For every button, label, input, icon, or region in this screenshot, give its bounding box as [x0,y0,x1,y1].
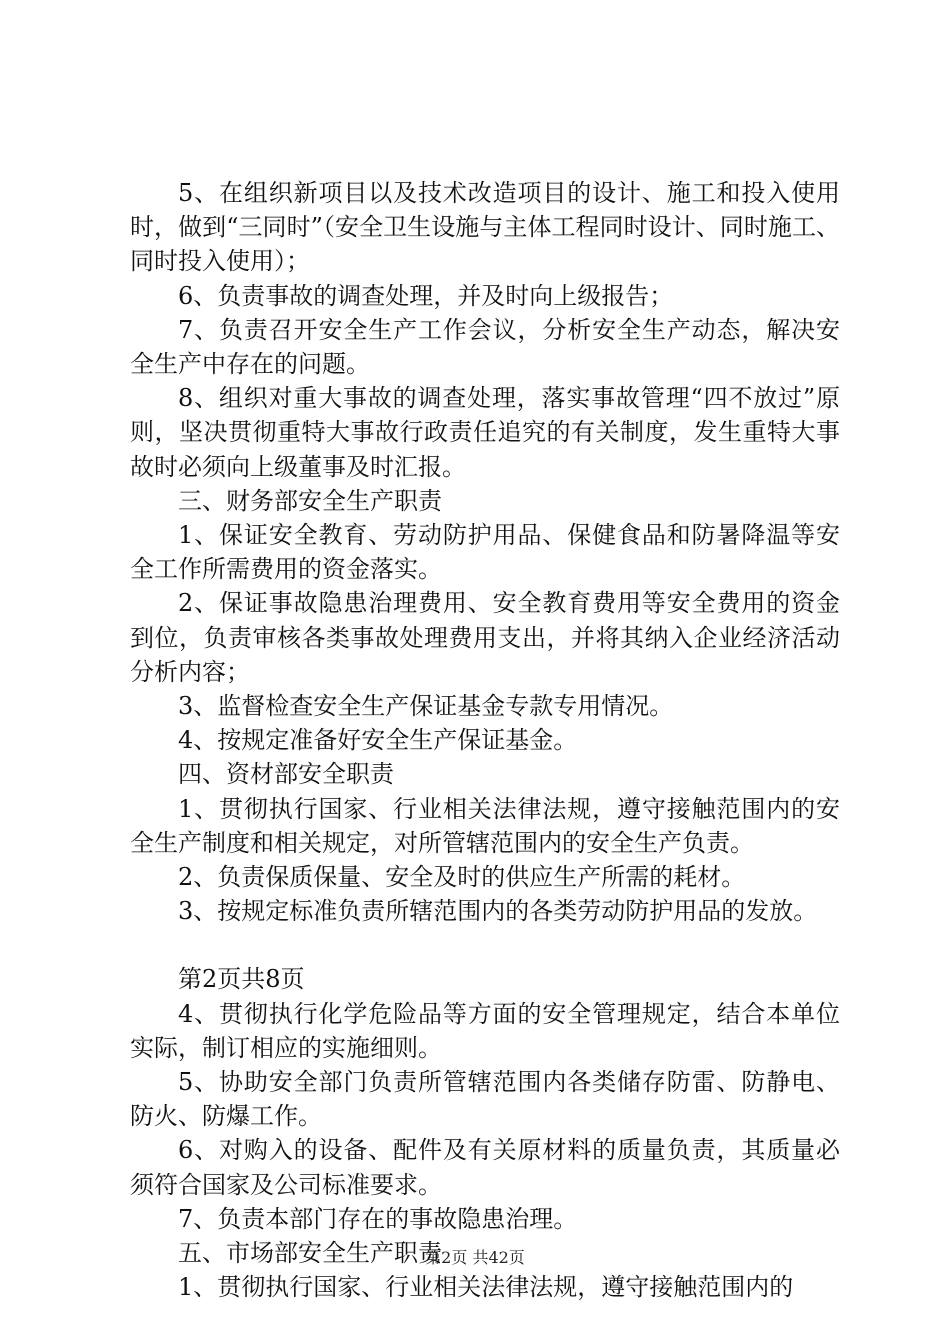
paragraph: 1、贯彻执行国家、行业相关法律法规，遵守接触范围内的 [178,1273,794,1302]
paragraph: 6、对购入的设备、配件及有关原材料的质量负责，其质量必须符合国家及公司标准要求。 [130,1136,840,1199]
paragraph: 4、贯彻执行化学危险品等方面的安全管理规定，结合本单位实际，制订相应的实施细则。 [130,999,840,1062]
paragraph: 2、保证事故隐患治理费用、安全教育费用等安全费用的资金到位，负责审核各类事故处理费用支出，并将其纳入企业经济活动分析内容； [130,589,840,686]
section-heading: 五、市场部安全生产职责 [178,1239,442,1268]
paragraph: 6、负责事故的调查处理，并及时向上级报告； [178,281,674,310]
paragraph: 8、组织对重大事故的调查处理，落实事故管理“四不放过”原则，坚决贯彻重特大事故行政责任追究的有关制度，发生重特大事故时必须向上级董事及时汇报。 [130,384,840,481]
paragraph: 4、按规定准备好安全生产保证基金。 [178,726,578,755]
paragraph: 5、在组织新项目以及技术改造项目的设计、施工和投入使用时，做到“三同时”（安全卫生设施与主体工程同时设计、同时施工、同时投入使用）； [130,179,840,276]
paragraph: 3、监督检查安全生产保证基金专款专用情况。 [178,692,674,721]
section-heading: 四、资材部安全职责 [178,760,394,789]
paragraph: 1、保证安全教育、劳动防护用品、保健食品和防暑降温等安全工作所需费用的资金落实。 [130,521,840,584]
document-body [130,176,840,1305]
paragraph: 1、贯彻执行国家、行业相关法律法规，遵守接触范围内的安全生产制度和相关规定，对所管辖范围内的安全生产负责。 [130,794,840,857]
inner-page-marker: 第2页共8页 [178,965,305,994]
paragraph: 2、负责保质保量、安全及时的供应生产所需的耗材。 [178,863,746,892]
paragraph: 7、负责召开安全生产工作会议，分析安全生产动态，解决安全生产中存在的问题。 [130,315,840,379]
section-heading: 三、财务部安全生产职责 [178,486,442,515]
paragraph: 5、协助安全部门负责所管辖范围内各类储存防雷、防静电、防火、防爆工作。 [130,1068,840,1131]
page-footer: 第2页 共42页 [425,1248,525,1267]
paragraph: 7、负责本部门存在的事故隐患治理。 [178,1204,578,1233]
paragraph: 3、按规定标准负责所辖范围内的各类劳动防护用品的发放。 [178,897,818,926]
